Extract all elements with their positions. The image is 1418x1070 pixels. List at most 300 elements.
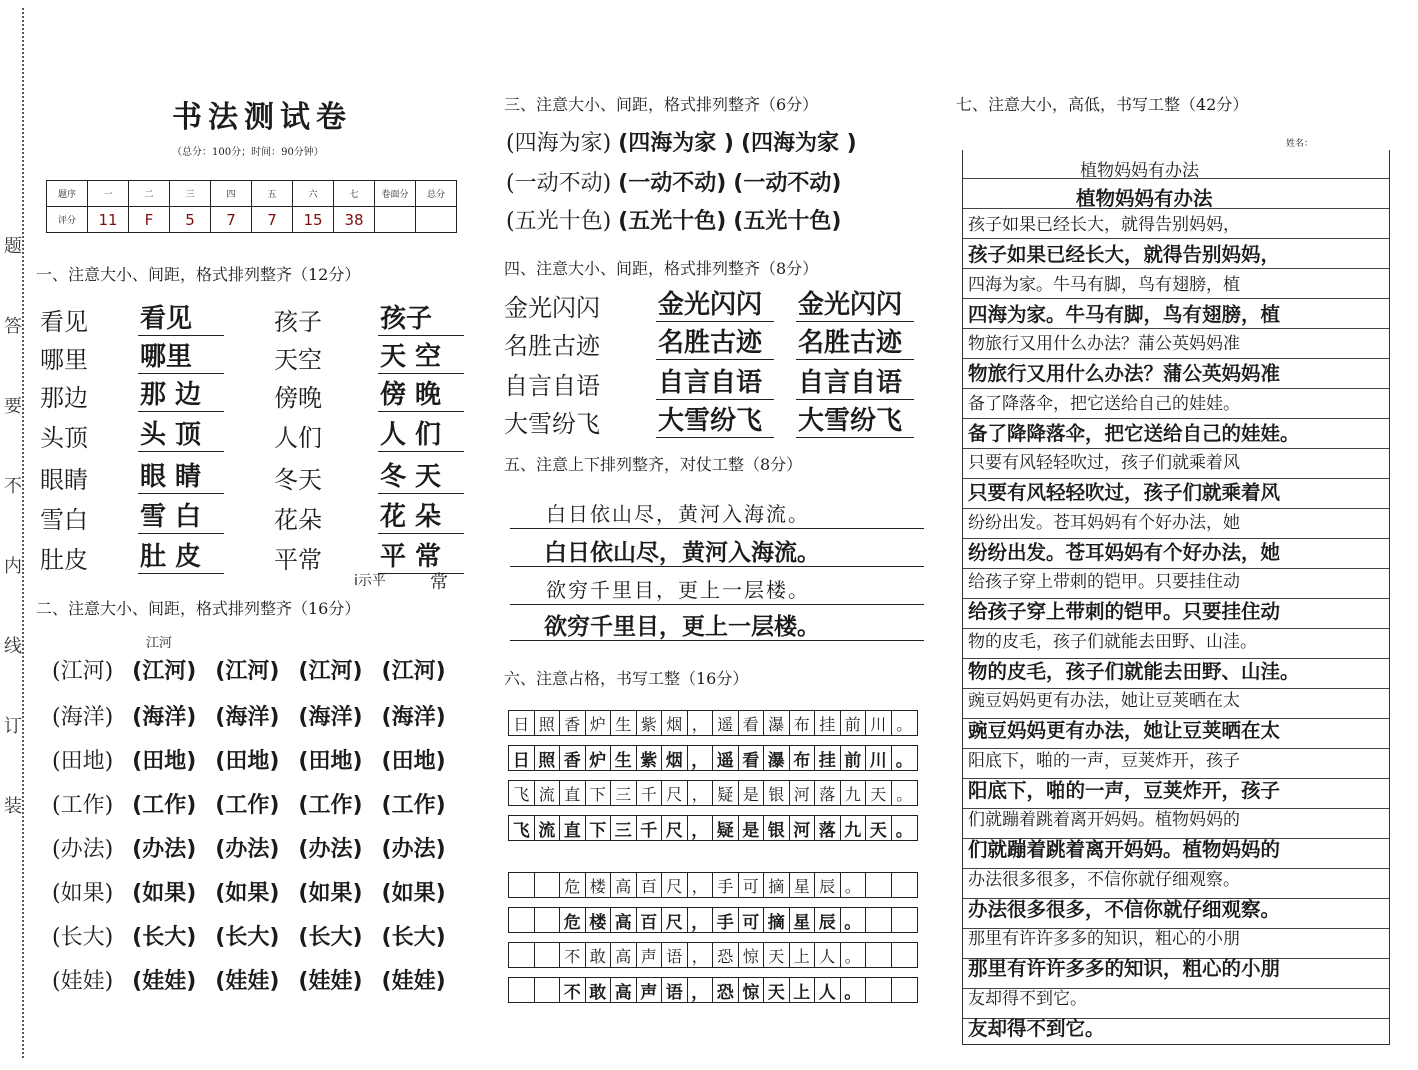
s6-grid-cell: 手 — [713, 873, 739, 897]
s2-hw: (江河) — [132, 659, 197, 684]
s6-grid-cell: ， — [688, 873, 714, 897]
s7-print-line: 们就蹦着跳着离开妈妈。植物妈妈的 — [968, 810, 1240, 830]
s1-right-print: 花朵 — [274, 506, 322, 534]
s1-right-hw: 冬 天 — [378, 456, 464, 494]
s6-grid-cell: 敢 — [586, 943, 612, 967]
s7-print-line: 那里有许许多多的知识，粗心的小朋 — [968, 929, 1240, 949]
score-table-row — [47, 207, 457, 233]
s2-hw: (田地) — [132, 749, 197, 774]
s7-print-line: 阳底下，啪的一声，豆荚炸开，孩子 — [968, 750, 1240, 771]
s6-grid-cell: 惊 — [739, 978, 765, 1002]
s7-title-print: 植物妈妈有办法 — [1080, 161, 1199, 181]
s1-left-print: 那边 — [40, 384, 88, 412]
page-title: 书法测试卷 — [172, 100, 352, 135]
s2-hw: (办法) — [215, 837, 280, 862]
s6-grid-cell: ， — [688, 816, 714, 840]
s2-hw: (工作) — [381, 793, 446, 818]
s2-hw: (长大) — [215, 925, 280, 950]
s2-hw: (工作) — [298, 793, 363, 818]
s5-ruled-line — [510, 528, 924, 529]
s6-grid-cell: 下 — [586, 781, 612, 805]
section1-heading: 一、注意大小、间距，格式排列整齐（12分） — [36, 265, 361, 284]
binding-char: 装 — [4, 796, 22, 817]
s2-row — [52, 744, 446, 775]
s6-grid-cell: 尺 — [662, 816, 688, 840]
page-subtitle: （总分：100分；时间：90分钟） — [172, 147, 324, 158]
s6-grid-cell: 。 — [841, 978, 867, 1002]
score-table — [46, 180, 457, 233]
s2-hw: (长大) — [381, 925, 446, 950]
s2-hw: (田地) — [298, 749, 363, 774]
s2-print: (办法) — [52, 837, 114, 862]
s1-right-hw: 花 朵 — [378, 496, 464, 534]
s6-grid-cell: 千 — [637, 816, 663, 840]
section6-heading: 六、注意占格，书写工整（16分） — [504, 669, 749, 688]
s3-print: (一动不动) — [506, 171, 612, 196]
s6-grid-cell: 惊 — [739, 943, 765, 967]
s2-hw: (海洋) — [298, 705, 363, 730]
s1-left-print: 头顶 — [40, 424, 88, 452]
s6-grid-row-hw — [508, 907, 918, 933]
s6-grid-cell: 百 — [637, 873, 663, 897]
score-header-cell: 五 — [252, 181, 293, 207]
binding-char: 要 — [4, 396, 22, 417]
s6-grid-cell — [509, 908, 535, 932]
s2-hw: (江河) — [215, 659, 280, 684]
s6-grid-cell — [866, 908, 892, 932]
s1-left-hw: 那 边 — [138, 374, 224, 412]
s6-grid-cell — [892, 873, 918, 897]
s7-hw-line: 们就蹦着跳着离开妈妈。植物妈妈的 — [968, 838, 1281, 861]
binding-char: 订 — [4, 716, 22, 737]
s6-grid-cell: 手 — [713, 908, 739, 932]
s2-hw: (工作) — [215, 793, 280, 818]
s6-grid-cell: 。 — [896, 714, 913, 734]
s5-ruled-line — [510, 604, 924, 605]
s6-grid-cell: 尺 — [662, 781, 688, 805]
s6-grid-cell: 紫 — [637, 711, 663, 735]
s3-hw: (一动不动) — [618, 171, 727, 196]
s3-hw: (四海为家 ) — [740, 131, 857, 156]
s1-left-hw: 雪 白 — [138, 496, 224, 534]
s6-grid-cell: 可 — [739, 873, 765, 897]
s7-print-line: 只要有风轻轻吹过，孩子们就乘着风 — [968, 453, 1240, 473]
s1-left-hw: 哪里 — [138, 336, 224, 374]
s4-hw: 大雪纷飞 — [796, 400, 914, 438]
s2-print: (长大) — [52, 925, 114, 950]
binding-char: 线 — [4, 636, 22, 657]
s6-grid-cell: 危 — [560, 873, 586, 897]
s6-grid-cell: 尺 — [662, 908, 688, 932]
s6-grid-cell: 语 — [662, 978, 688, 1002]
s6-grid-cell — [866, 943, 892, 967]
s6-grid-cell: 河 — [790, 816, 816, 840]
s1-left-hw: 肚 皮 — [138, 536, 224, 574]
s2-print: (江河) — [52, 659, 114, 684]
name-label: 姓名： — [1286, 139, 1314, 149]
s6-grid-cell: 高 — [611, 943, 637, 967]
s6-grid-cell: 炉 — [586, 711, 612, 735]
s2-hw: (海洋) — [381, 705, 446, 730]
s2-print: (如果) — [52, 881, 114, 906]
s6-grid-row-hw — [508, 815, 918, 841]
s3-print: (四海为家) — [506, 131, 612, 156]
score-table-header — [47, 181, 457, 207]
s6-grid-cell — [892, 908, 918, 932]
s6-grid-cell: 恐 — [713, 978, 739, 1002]
s2-hw: (海洋) — [215, 705, 280, 730]
s6-grid-cell: 烟 — [662, 746, 688, 770]
s6-grid-cell: 布 — [790, 746, 816, 770]
s1-left-hw: 头 顶 — [138, 414, 224, 452]
s6-grid-cell: 千 — [637, 781, 663, 805]
s6-grid-cell — [535, 908, 561, 932]
s6-grid-cell: 炉 — [586, 746, 612, 770]
s6-grid-cell: 人 — [815, 978, 841, 1002]
s6-grid-cell: 辰 — [815, 908, 841, 932]
s4-print: 大雪纷飞 — [504, 410, 600, 438]
s7-hw-line: 孩子如果已经长大，就得告别妈妈， — [968, 243, 1281, 266]
s6-grid-row-print — [508, 872, 918, 898]
s3-row — [506, 166, 841, 197]
score-header-cell: 三 — [170, 181, 211, 207]
s7-print-line: 纷纷出发。苍耳妈妈有个好办法，她 — [968, 512, 1240, 533]
s1-left-hw: 看见 — [138, 298, 224, 336]
s6-grid-cell — [509, 978, 535, 1002]
s2-hw: (如果) — [381, 881, 446, 906]
s5-print: 白日依山尽，黄河入海流。 — [546, 502, 810, 526]
s6-grid-cell: 银 — [764, 816, 790, 840]
s2-hw: (娃娃) — [298, 969, 363, 994]
s6-grid-row-hw — [508, 977, 918, 1003]
s6-grid-cell: 楼 — [586, 908, 612, 932]
section2-heading: 二、注意大小、间距，格式排列整齐（16分） — [36, 599, 361, 618]
s2-hw: (娃娃) — [381, 969, 446, 994]
score-cell: 11 — [88, 207, 129, 233]
s6-grid-cell: ， — [688, 978, 714, 1002]
s6-grid-cell — [509, 943, 535, 967]
s6-grid-cell: 不 — [560, 978, 586, 1002]
s1-right-hw: 孩子 — [378, 298, 464, 336]
s6-grid-cell: 川 — [866, 711, 892, 735]
s7-print-line: 孩子如果已经长大，就得告别妈妈， — [968, 215, 1240, 235]
s6-grid-cell: 天 — [866, 781, 892, 805]
s2-correction-note: 江河 — [146, 636, 173, 651]
s2-hw: (如果) — [132, 881, 197, 906]
s7-hw-line: 办法很多很多，不信你就仔细观察。 — [968, 897, 1281, 921]
s2-row — [52, 654, 446, 685]
binding-dotted-line — [22, 8, 24, 1058]
s1-left-print: 肚皮 — [40, 546, 88, 574]
s6-grid-cell: 语 — [662, 943, 688, 967]
s6-grid-cell: 照 — [535, 711, 561, 735]
s7-hw-line: 友却得不到它。 — [968, 1016, 1105, 1040]
s7-hw-line: 那里有许许多多的知识，粗心的小朋 — [968, 957, 1281, 980]
s2-hw: (工作) — [132, 793, 197, 818]
s3-hw: (四海为家 ) — [618, 131, 734, 156]
s7-hw-line: 四海为家。牛马有脚，鸟有翅膀，植 — [968, 302, 1281, 326]
section5-heading: 五、注意上下排列整齐，对仗工整（8分） — [504, 455, 803, 474]
s6-grid-cell: 是 — [739, 781, 765, 805]
s6-grid-cell: 天 — [764, 978, 790, 1002]
score-cell: 7 — [252, 207, 293, 233]
s2-hw: (如果) — [298, 881, 363, 906]
s4-hw: 自言自语 — [656, 362, 774, 400]
s6-grid-cell: 川 — [866, 746, 892, 770]
s6-grid-cell: 高 — [611, 873, 637, 897]
s2-hw: (田地) — [215, 749, 280, 774]
s6-grid-cell: 照 — [535, 746, 561, 770]
s6-grid-cell: 直 — [560, 781, 586, 805]
score-header-cell: 六 — [293, 181, 334, 207]
s6-grid-cell — [892, 943, 918, 967]
s6-grid-cell: 三 — [611, 816, 637, 840]
score-header-cell: 题序 — [47, 181, 88, 207]
s6-grid-cell: 九 — [841, 781, 867, 805]
s6-grid-cell: 前 — [841, 746, 867, 770]
s6-grid-cell: 。 — [895, 750, 913, 771]
score-header-cell: 四 — [211, 181, 252, 207]
s7-hw-line: 纷纷出发。苍耳妈妈有个好办法，她 — [968, 540, 1281, 564]
s4-print: 自言自语 — [504, 372, 600, 400]
s6-grid-cell: 瀑 — [764, 746, 790, 770]
s6-grid-cell: ， — [688, 711, 714, 735]
binding-char: 不 — [4, 476, 22, 497]
s4-hw: 大雪纷飞 — [656, 400, 774, 438]
s1-left-print: 哪里 — [40, 346, 88, 374]
s5-ruled-line — [510, 640, 924, 641]
s2-hw: (长大) — [298, 925, 363, 950]
s1-right-print: 人们 — [274, 424, 322, 452]
s6-grid-cell — [866, 978, 892, 1002]
s6-grid-cell: 。 — [841, 943, 867, 967]
s4-hw: 名胜古迹 — [656, 322, 774, 360]
s2-hw: (娃娃) — [215, 969, 280, 994]
s7-hw-line: 只要有风轻轻吹过，孩子们就乘着风 — [968, 481, 1281, 504]
s6-grid-cell: 上 — [790, 978, 816, 1002]
s2-hw: (江河) — [298, 659, 363, 684]
s4-hw: 自言自语 — [796, 362, 914, 400]
score-header-cell: 卷面分 — [375, 181, 416, 207]
score-header-cell: 一 — [88, 181, 129, 207]
s6-grid-cell: 疑 — [713, 781, 739, 805]
s2-row — [52, 920, 446, 951]
s7-print-line: 物旅行又用什么办法？蒲公英妈妈准 — [968, 334, 1240, 354]
s6-grid-cell: 挂 — [815, 746, 841, 770]
s5-print: 欲穷千里目，更上一层楼。 — [546, 578, 810, 602]
s6-grid-cell: 瀑 — [764, 711, 790, 735]
section7-heading: 七、注意大小，高低，书写工整（42分） — [956, 95, 1249, 114]
s6-grid-row-print — [508, 710, 918, 736]
s6-grid-cell: 银 — [764, 781, 790, 805]
s6-grid-cell: ， — [688, 781, 714, 805]
s6-grid-cell: 九 — [841, 816, 867, 840]
s6-grid-cell: ， — [688, 908, 714, 932]
score-header-cell: 总分 — [416, 181, 457, 207]
s6-grid-cell — [535, 943, 561, 967]
s7-print-line: 四海为家。牛马有脚，鸟有翅膀，植 — [968, 274, 1240, 295]
s3-hw: (五光十色) — [618, 209, 727, 234]
s6-grid-cell: 遥 — [713, 746, 739, 770]
s6-grid-cell: 星 — [790, 908, 816, 932]
s7-hw-line: 备了降降落伞，把它送给自己的娃娃。 — [968, 421, 1300, 445]
s6-grid-cell: 烟 — [662, 711, 688, 735]
s6-grid-cell: 流 — [535, 781, 561, 805]
s6-grid-row-print — [508, 942, 918, 968]
s5-hw: 欲穷千里目，更上一层楼。 — [544, 614, 820, 640]
s6-grid-cell: 星 — [790, 873, 816, 897]
s1-left-print: 雪白 — [40, 506, 88, 534]
s6-grid-cell: 尺 — [662, 873, 688, 897]
s2-hw: (如果) — [215, 881, 280, 906]
s7-title-hw: 植物妈妈有办法 — [1076, 187, 1213, 210]
s6-grid-cell: 。 — [841, 908, 867, 932]
s6-grid-cell: 布 — [790, 711, 816, 735]
s6-grid-cell: 香 — [560, 746, 586, 770]
s7-print-line: 友却得不到它。 — [968, 988, 1087, 1009]
s6-grid-cell: 。 — [895, 820, 913, 841]
s1-right-print: 天空 — [274, 346, 322, 374]
s6-grid-cell: 辰 — [815, 873, 841, 897]
s6-grid-cell: 挂 — [815, 711, 841, 735]
s2-hw: (田地) — [381, 749, 446, 774]
score-cell: 7 — [211, 207, 252, 233]
s2-hw: (长大) — [132, 925, 197, 950]
s2-print: (娃娃) — [52, 969, 114, 994]
s6-grid-cell: 流 — [535, 816, 561, 840]
s1-correction-note: i示平 — [354, 573, 386, 589]
s1-right-hw: 人 们 — [378, 414, 464, 452]
s1-correction-char: 常 — [430, 572, 448, 593]
s6-grid-cell: 摘 — [764, 908, 790, 932]
s2-hw: (办法) — [381, 837, 446, 862]
s6-grid-cell: 。 — [841, 873, 867, 897]
s6-grid-cell: 落 — [815, 816, 841, 840]
s6-grid-cell: 遥 — [713, 711, 739, 735]
s2-row — [52, 832, 446, 863]
s6-grid-cell: 摘 — [764, 873, 790, 897]
s2-hw: (办法) — [132, 837, 197, 862]
s6-grid-cell — [866, 873, 892, 897]
s1-left-print: 看见 — [40, 308, 88, 336]
s1-right-hw: 傍 晚 — [378, 374, 464, 412]
s6-grid-cell: ， — [688, 746, 714, 770]
s3-hw: (五光十色) — [733, 209, 842, 234]
s2-hw: (娃娃) — [132, 969, 197, 994]
s6-grid-cell: 天 — [866, 816, 892, 840]
s4-print: 名胜古迹 — [504, 332, 600, 360]
s6-grid-cell: 楼 — [586, 873, 612, 897]
s1-left-hw: 眼 睛 — [138, 456, 224, 494]
s4-hw: 金光闪闪 — [796, 284, 914, 322]
s6-grid-cell: 人 — [815, 943, 841, 967]
s6-grid-row-hw — [508, 745, 918, 771]
s6-grid-cell: 高 — [611, 908, 637, 932]
s2-print: (海洋) — [52, 705, 114, 730]
s2-hw: (办法) — [298, 837, 363, 862]
s4-print: 金光闪闪 — [504, 294, 600, 322]
s6-grid-cell: 疑 — [713, 816, 739, 840]
section3-heading: 三、注意大小、间距，格式排列整齐（6分） — [504, 95, 819, 114]
s1-right-print: 孩子 — [274, 308, 322, 336]
score-cell: F — [129, 207, 170, 233]
s6-grid-cell: 危 — [560, 908, 586, 932]
s7-print-line: 物的皮毛，孩子们就能去田野、山洼。 — [968, 631, 1257, 652]
s6-grid-cell — [509, 873, 535, 897]
s6-grid-cell: ， — [688, 943, 714, 967]
s6-grid-row-print — [508, 780, 918, 806]
s6-grid-cell: 天 — [764, 943, 790, 967]
binding-char: 内 — [4, 556, 22, 577]
score-cell: 38 — [334, 207, 375, 233]
s7-hw-line: 物的皮毛，孩子们就能去田野、山洼。 — [968, 659, 1300, 683]
s6-grid-cell: 生 — [611, 711, 637, 735]
s6-grid-cell: 恐 — [713, 943, 739, 967]
score-cell — [416, 207, 457, 233]
s7-print-line: 豌豆妈妈更有办法，她让豆荚晒在太 — [968, 691, 1240, 711]
s6-grid-cell: 看 — [739, 711, 765, 735]
s2-row — [52, 788, 446, 819]
s7-hw-line: 阳底下，啪的一声，豆荚炸开，孩子 — [968, 778, 1281, 802]
s2-row — [52, 876, 446, 907]
s6-grid-cell — [892, 978, 918, 1002]
s6-grid-cell: 不 — [560, 943, 586, 967]
score-cell: 15 — [293, 207, 334, 233]
s6-grid-cell: 直 — [560, 816, 586, 840]
s6-grid-cell: 紫 — [637, 746, 663, 770]
s6-grid-cell: 三 — [611, 781, 637, 805]
s6-grid-cell: 飞 — [509, 816, 535, 840]
s6-grid-cell: 日 — [509, 711, 535, 735]
s6-grid-cell: 香 — [560, 711, 586, 735]
s6-grid-cell: 声 — [637, 943, 663, 967]
s2-row — [52, 964, 446, 995]
s6-grid-cell: 生 — [611, 746, 637, 770]
s1-left-print: 眼睛 — [40, 466, 88, 494]
s7-print-line: 给孩子穿上带刺的铠甲。只要挂住动 — [968, 572, 1240, 592]
s2-hw: (海洋) — [132, 705, 197, 730]
s6-grid-cell: 声 — [637, 978, 663, 1002]
s7-print-line: 办法很多很多，不信你就仔细观察。 — [968, 869, 1240, 890]
s1-right-print: 傍晚 — [274, 384, 322, 412]
s6-grid-cell: 河 — [790, 781, 816, 805]
s3-print: (五光十色) — [506, 209, 612, 234]
s1-right-print: 平常 — [274, 546, 322, 574]
s7-hw-line: 物旅行又用什么办法？蒲公英妈妈准 — [968, 362, 1281, 385]
s6-grid-cell: 高 — [611, 978, 637, 1002]
score-row-label: 评分 — [47, 207, 88, 233]
s4-hw: 金光闪闪 — [656, 284, 774, 322]
s6-grid-cell: 百 — [637, 908, 663, 932]
s5-hw: 白日依山尽，黄河入海流。 — [544, 540, 820, 566]
section4-heading: 四、注意大小、间距，格式排列整齐（8分） — [504, 259, 819, 278]
s2-hw: (江河) — [381, 659, 446, 684]
score-header-cell: 七 — [334, 181, 375, 207]
s6-grid-top — [508, 710, 918, 850]
s3-hw: (一动不动) — [733, 171, 842, 196]
binding-margin — [0, 0, 30, 1070]
s6-grid-cell: 下 — [586, 816, 612, 840]
s6-grid-cell: 日 — [509, 746, 535, 770]
s6-grid-cell: 可 — [739, 908, 765, 932]
s6-grid-cell — [535, 873, 561, 897]
s2-print: (田地) — [52, 749, 114, 774]
binding-char: 答 — [4, 316, 22, 337]
s2-row — [52, 700, 446, 731]
s6-grid-cell: 。 — [896, 784, 913, 804]
s6-grid-cell: 敢 — [586, 978, 612, 1002]
s1-right-print: 冬天 — [274, 466, 322, 494]
